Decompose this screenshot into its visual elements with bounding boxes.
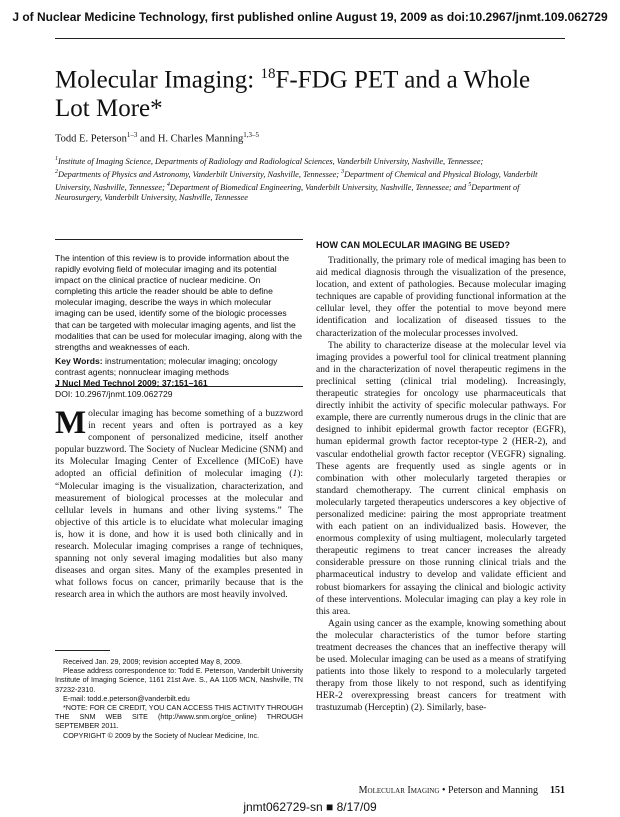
affil-text: Department of Neurosurgery, Vanderbilt University, Nashville, Tennessee bbox=[55, 182, 520, 203]
top-rule bbox=[55, 38, 565, 39]
title-part1: Molecular Imaging: bbox=[55, 66, 261, 94]
keywords-label: Key Words: bbox=[55, 355, 103, 366]
section-heading: HOW CAN MOLECULAR IMAGING BE USED? bbox=[316, 240, 510, 250]
author-1: Todd E. Peterson bbox=[55, 133, 127, 145]
affil-text: Department of Biomedical Engineering, Vanderbilt University, Nashville, Tennessee; bbox=[169, 182, 452, 192]
reference-link[interactable]: 1 bbox=[292, 469, 298, 480]
article-title bbox=[55, 60, 565, 123]
bottom-slug: jnmt062729-sn ■ 8/17/09 bbox=[243, 800, 377, 814]
keywords bbox=[55, 356, 303, 378]
running-footer bbox=[325, 785, 565, 796]
running-title: Molecular Imaging bbox=[358, 785, 440, 796]
affil-num: 4 bbox=[166, 181, 170, 188]
affil-num: 3 bbox=[341, 168, 345, 175]
keywords-text: instrumentation; molecular imaging; oncology contrast agents; nonnuclear imaging methods bbox=[55, 355, 278, 377]
drop-cap: M bbox=[55, 405, 87, 441]
author-1-sup: 1–3 bbox=[126, 131, 138, 139]
footnote-rule bbox=[55, 650, 110, 651]
affil-prefix: and bbox=[453, 182, 467, 192]
footnote-email[interactable]: E-mail: todd.e.peterson@vanderbilt.edu bbox=[63, 693, 190, 703]
body-paragraph: Traditionally, the primary role of medical imaging has been to aid medical diagnosis through the visualization of the presence, location, and extent of pathologies. Because molecular imaging techniques are capable of providing functional information at the cellular level, they offer the potential to move beyond mere identification and localization of diseased tissues to the characterization of the molecular processes involved. bbox=[316, 256, 566, 339]
abstract bbox=[55, 253, 303, 400]
footnote-copyright: COPYRIGHT © 2009 by the Society of Nuclear Medicine, Inc. bbox=[63, 730, 260, 740]
title-part2: F-FDG PET and a Whole Lot More* bbox=[55, 66, 531, 123]
footnote-correspondence: Please address correspondence to: Todd E. Peterson, Vanderbilt University Institute of Imaging Science, 1161 21st Ave. S., AA 1105 MCN, Nashville, TN 37232-2310. bbox=[55, 666, 303, 694]
intro-paragraph bbox=[55, 405, 303, 602]
author-conj: and bbox=[137, 133, 158, 145]
intro-part2: ): “Molecular imaging is the visualization, characterization, and measurement of biological processes at the molecular and cellular levels in humans and other living systems.” The objective of this article is to elucidate what molecular imaging is, how it is done, and how it is used both clinically and in research. Molecular imaging comprises a range of techniques, spanning not only several imaging modalities but also many diseases and organ sites. Many of the examples presented in what follows focus on cancer, primarily because that is the research area in which the authors are most heavily involved. bbox=[55, 469, 303, 601]
footnote-ce-note: *NOTE: FOR CE CREDIT, YOU CAN ACCESS THIS ACTIVITY THROUGH THE SNM WEB SITE (http://www.snm.org/ce_online) THROUGH SEPTEMBER 2011. bbox=[55, 703, 303, 731]
abstract-text: The intention of this review is to provide information about the rapidly evolving field of molecular imaging and its potential impact on the clinical practice of nuclear medicine. On completing this article the reader should be able to define molecular imaging, describe the ways in which molecular imaging can be used, identify some of the biologic processes that can be targeted with molecular imaging agents, and list the modalities that can be used for molecular imaging, along with the strengths and weaknesses of each. bbox=[55, 253, 302, 352]
authors bbox=[55, 131, 259, 145]
affil-text: Institute of Imaging Science, Departments of Radiology and Radiological Sciences, Vanderbilt University, Nashville, Tennessee; bbox=[58, 156, 484, 166]
running-sep: • bbox=[439, 785, 448, 796]
body-paragraph: Again using cancer as the example, knowing something about the molecular characteristics of the tumor before starting treatment decreases the chances that an ineffective therapy will be used. Molecular imaging can be used as a means of stratifying patients into those likely to respond to a molecularly targeted therapy from those likely to not respond, such as identifying HER-2 overexpressing breast cancers for treatment with trastuzumab (Herceptin) (2). Similarly, base- bbox=[316, 618, 566, 714]
affil-num: 1 bbox=[55, 156, 58, 162]
abstract-bottom-rule bbox=[55, 386, 303, 387]
footnotes bbox=[55, 657, 303, 740]
affil-text: Department of Chemical and Physical Biology, Vanderbilt University, Nashville, Tennessee; bbox=[55, 169, 538, 192]
title-sup: 18 bbox=[260, 66, 276, 82]
body-paragraph: The ability to characterize disease at the molecular level via imaging provides a powerful tool for clinical treatment planning and in the characterization of novel therapeutic regimens in the preclinical setting (clinical trial modeling). Increasingly, therapeutic strategies for oncology use pharmaceuticals that directly inhibit the activity of specific molecular pathways. For example, there are currently numerous drugs in the clinic that are designed to inhibit epidermal growth factor receptor (EGFR), human epidermal growth factor receptor-type 2 (HER-2), and vascular endothelial growth factor receptor (VEGFR) signaling. These agents are frequently used as single agents or in combination with other molecularly targeted therapies or standard chemotherapy. The current clinical emphasis on molecularly targeted therapeutics underscores a key objective of personalized medicine: pairing the most appropriate treatment with each patient on an individualized basis. However, the enormous complexity of using multiagent, molecularly targeted therapeutic regimens to treat cancer increases the already considerable pressure on those running clinical trials and the pharmaceutical industry to develop and validate efficient and robust biomarkers for assaying the clinical and biologic activity of these interventions. Molecular imaging can play a key role in this area. bbox=[316, 340, 566, 617]
right-column bbox=[316, 240, 566, 715]
affil-num: 5 bbox=[468, 181, 472, 188]
footnote-received: Received Jan. 29, 2009; revision accepted May 8, 2009. bbox=[63, 657, 242, 666]
doi: DOI: 10.2967/jnmt.109.062729 bbox=[55, 389, 173, 400]
page-number: 151 bbox=[550, 785, 565, 796]
abstract-top-rule bbox=[55, 239, 303, 240]
affil-num: 2 bbox=[55, 168, 58, 175]
affiliations bbox=[55, 154, 565, 203]
affil-text: Departments of Physics and Astronomy, Vanderbilt University, Nashville, Tennessee; bbox=[58, 169, 340, 179]
author-2-sup: 1,3–5 bbox=[243, 131, 260, 139]
citation: J Nucl Med Technol 2009; 37:151–161 bbox=[55, 378, 208, 389]
intro-part1: olecular imaging has become something of a buzzword in recent years and often is portrayed as a key component of personalized medicine, itself another popular buzzword. The Society of Nuclear Medicine (SNM) and its Molecular Imaging Center of Excellence (MICoE) have adopted an official definition of molecular imaging ( bbox=[55, 409, 303, 480]
running-authors: Peterson and Manning bbox=[448, 785, 538, 796]
author-2: H. Charles Manning bbox=[157, 133, 244, 145]
journal-header: J of Nuclear Medicine Technology, first published online August 19, 2009 as doi:10.2967/jnmt.109.062729 bbox=[12, 10, 608, 24]
